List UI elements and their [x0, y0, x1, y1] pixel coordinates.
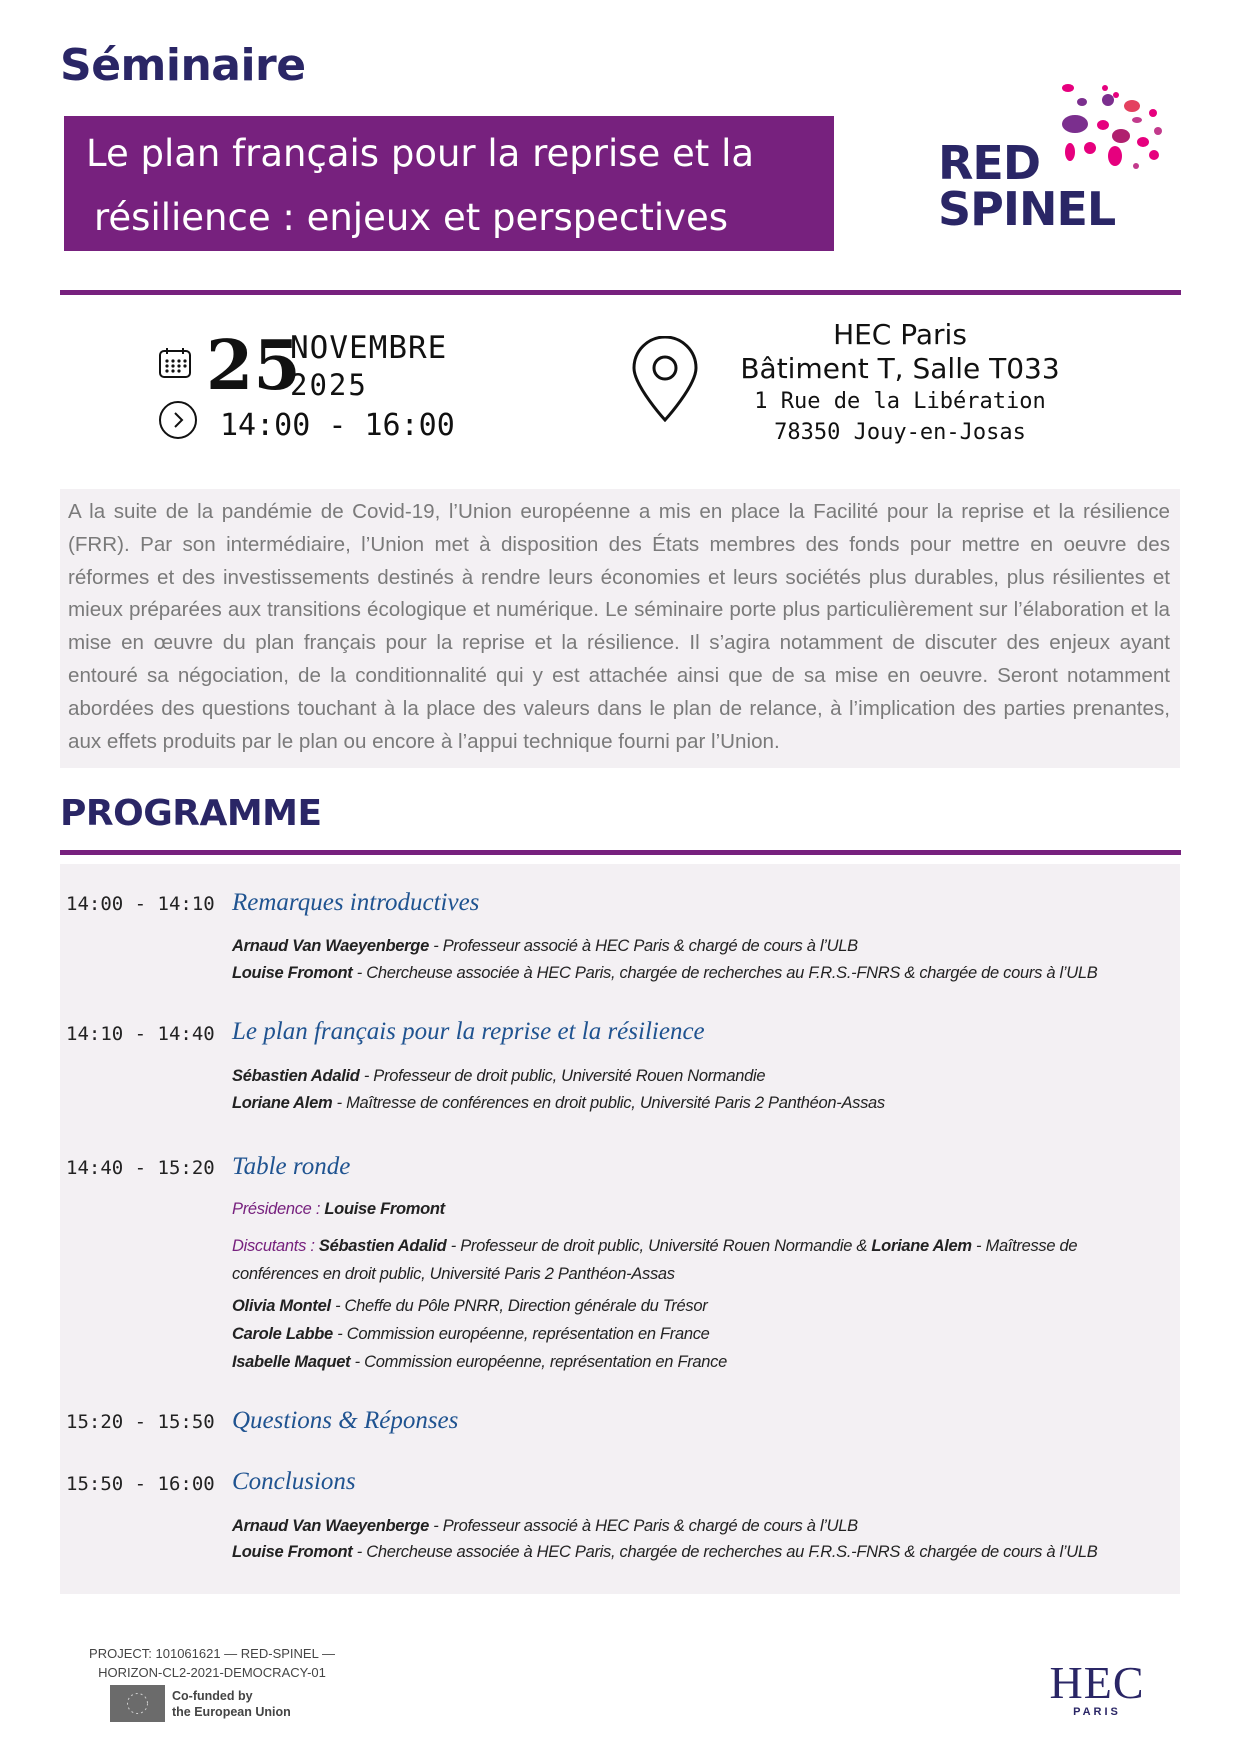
hec-paris-logo	[1022, 1657, 1172, 1718]
speaker-name: Louise Fromont	[324, 1200, 445, 1218]
venue-address-city: 78350 Jouy-en-Josas	[774, 420, 1026, 445]
venue-block	[700, 318, 1100, 448]
speaker-role: - Chercheuse associée à HEC Paris, chargée de recherches au F.R.S.-FNRS & chargée de cours à l’ULB	[352, 964, 1098, 982]
eu-cofunded-text	[172, 1688, 291, 1720]
speaker-role: - Professeur de droit public, Université Rouen Normandie	[359, 1067, 766, 1085]
seminar-title-banner	[64, 116, 834, 251]
speaker-line	[232, 964, 1097, 983]
event-month: NOVEMBRE	[290, 330, 448, 366]
slot-title: Questions & Réponses	[232, 1407, 459, 1434]
speaker-name: Sébastien Adalid	[318, 1237, 447, 1255]
speaker-name: Loriane Alem	[232, 1094, 333, 1112]
speaker-name: Louise Fromont	[232, 964, 353, 982]
speaker-line	[232, 1297, 707, 1316]
programme-heading: PROGRAMME	[60, 793, 322, 834]
speaker-line	[232, 1543, 1097, 1562]
eu-flag-icon	[110, 1685, 165, 1722]
speaker-role: - Maîtresse de conférences en droit public, Université Paris 2 Panthéon-Assas	[232, 1237, 1078, 1283]
speaker-role: - Cheffe du Pôle PNRR, Direction générale du Trésor	[330, 1297, 708, 1315]
seminar-title-line-1: Le plan français pour la reprise et la	[86, 132, 755, 175]
speaker-name: Arnaud Van Waeyenberge	[232, 1517, 429, 1535]
event-time: 14:00 - 16:00	[220, 408, 455, 443]
speaker-name: Arnaud Van Waeyenberge	[232, 937, 429, 955]
speaker-role: - Commission européenne, représentation en France	[332, 1325, 710, 1343]
eu-line-2: the European Union	[172, 1705, 291, 1719]
speaker-role: - Professeur associé à HEC Paris & chargé de cours à l’ULB	[428, 1517, 858, 1535]
slot-time: 15:50 - 16:00	[66, 1473, 215, 1495]
seminar-title-line-2: résilience : enjeux et perspectives	[94, 196, 729, 239]
speaker-line	[232, 937, 858, 956]
slot-time: 14:40 - 15:20	[66, 1157, 215, 1179]
slot-title: Le plan français pour la reprise et la résilience	[232, 1018, 705, 1045]
speaker-line	[232, 1353, 727, 1372]
speaker-name: Olivia Montel	[232, 1297, 331, 1315]
eu-line-1: Co-funded by	[172, 1689, 253, 1703]
speaker-role: - Commission européenne, représentation en France	[350, 1353, 728, 1371]
venue-name: HEC Paris	[833, 318, 967, 351]
speaker-name: Carole Labbe	[232, 1325, 333, 1343]
speaker-name: Loriane Alem	[871, 1237, 972, 1255]
event-type-label: Séminaire	[60, 40, 306, 91]
slot-title: Table ronde	[232, 1153, 351, 1180]
presidence-label: Présidence :	[232, 1200, 325, 1218]
hec-logo-subtext: PARIS	[1073, 1706, 1121, 1718]
map-pin-icon	[630, 336, 700, 422]
slot-title: Remarques introductives	[232, 889, 480, 916]
speaker-name: Louise Fromont	[232, 1543, 353, 1561]
speaker-name: Isabelle Maquet	[232, 1353, 351, 1371]
discutants-line	[232, 1232, 1112, 1288]
logo-word-red: RED	[938, 136, 1041, 190]
project-line-1: PROJECT: 101061621 — RED-SPINEL —	[89, 1646, 335, 1661]
speaker-line	[232, 1325, 710, 1344]
speaker-role: - Professeur de droit public, Université Rouen Normandie &	[446, 1237, 872, 1255]
speaker-name: Sébastien Adalid	[232, 1067, 360, 1085]
speaker-role: - Maîtresse de conférences en droit public, Université Paris 2 Panthéon-Assas	[332, 1094, 885, 1112]
venue-room: Bâtiment T, Salle T033	[740, 352, 1060, 385]
slot-time: 14:00 - 14:10	[66, 893, 215, 915]
intro-paragraph: A la suite de la pandémie de Covid-19, l’Union européenne a mis en place la Facilité pour la reprise et la résilience (FRR). Par son intermédiaire, l’Union met à disposition des États membres des fonds pour mettre en oeuvre des réformes et des investissements destinés à rendre leurs économies et leurs sociétés plus durables, plus résilientes et mieux préparées aux transitions écologique et numérique. Le séminaire porte plus particulièrement sur l’élaboration et la mise en œuvre du plan français pour la reprise et la résilience. Il s’agira notamment de discuter des enjeux ayant entouré sa négociation, de la conditionnalité qui y est attachée ainsi que de sa mise en oeuvre. Seront notamment abordées des questions touchant à la place des valeurs dans le plan de relance, à l’implication des parties prenantes, aux effets produits par le plan ou encore à l’appui technique fourni par l’Union.	[60, 489, 1180, 768]
project-line-2: HORIZON-CL2-2021-DEMOCRACY-01	[98, 1665, 326, 1680]
speaker-role: - Chercheuse associée à HEC Paris, chargée de recherches au F.R.S.-FNRS & chargée de cours à l’ULB	[352, 1543, 1098, 1561]
discutants-label: Discutants :	[232, 1237, 319, 1255]
slot-time: 15:20 - 15:50	[66, 1411, 215, 1433]
event-year: 2025	[290, 368, 368, 402]
speaker-line	[232, 1517, 858, 1536]
speaker-line	[232, 1067, 765, 1086]
project-reference	[82, 1644, 342, 1682]
venue-address-street: 1 Rue de la Libération	[754, 389, 1046, 414]
header-divider	[60, 290, 1181, 295]
hec-logo-text: HEC	[1049, 1657, 1145, 1708]
calendar-icon	[158, 346, 192, 380]
logo-word-spinel: SPINEL	[938, 182, 1116, 236]
red-spinel-logo-text	[938, 136, 1116, 236]
slot-title: Conclusions	[232, 1468, 356, 1495]
presidence-line	[232, 1200, 445, 1219]
speaker-role: - Professeur associé à HEC Paris & chargé de cours à l’ULB	[428, 937, 858, 955]
slot-time: 14:10 - 14:40	[66, 1023, 215, 1045]
event-day: 25	[206, 326, 301, 406]
speaker-line	[232, 1094, 885, 1113]
programme-divider	[60, 850, 1181, 855]
arrow-circle-icon	[158, 400, 198, 440]
